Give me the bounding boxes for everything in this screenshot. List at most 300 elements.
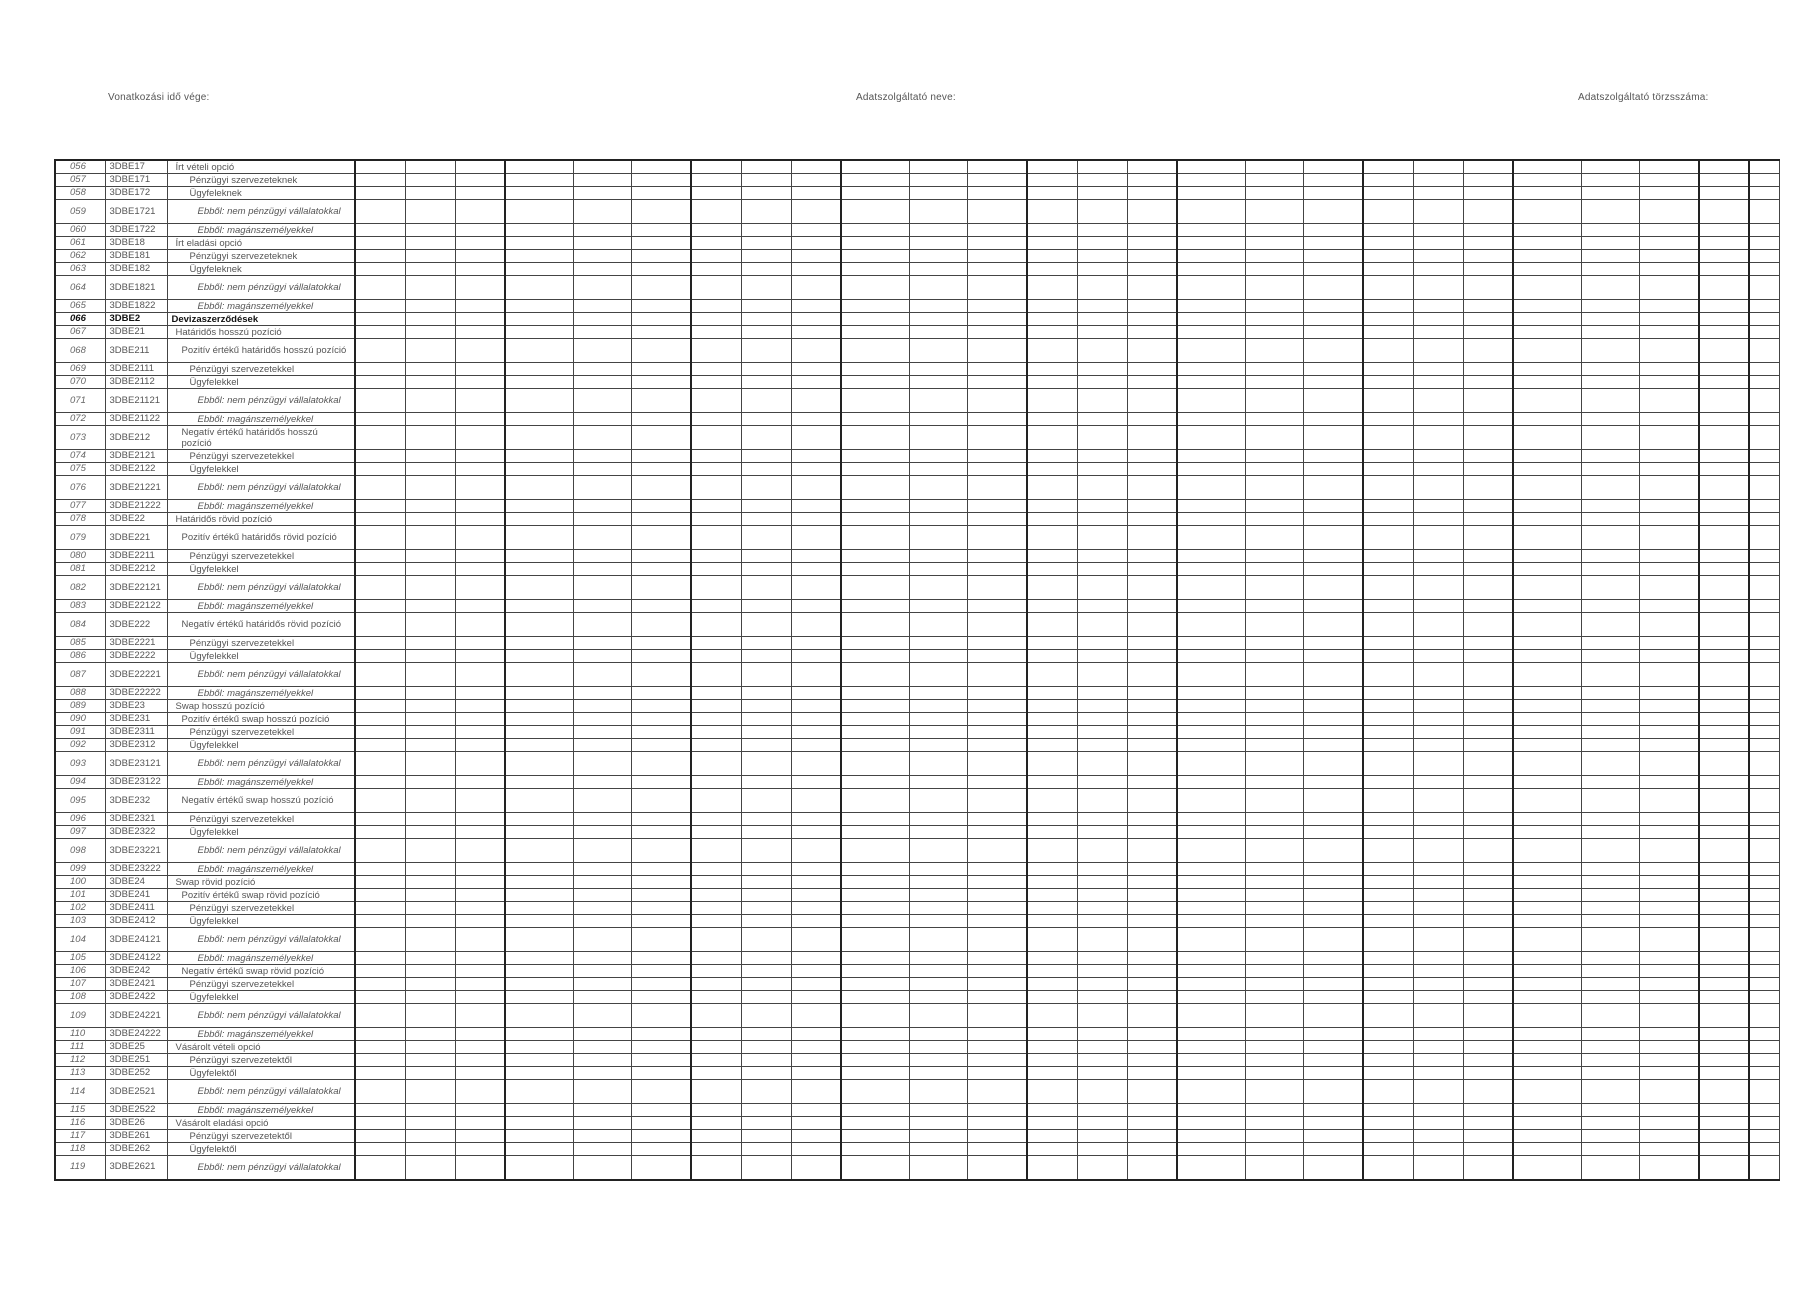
data-cell[interactable] [1245, 1080, 1303, 1104]
data-cell[interactable] [1177, 376, 1245, 389]
data-cell[interactable] [1245, 224, 1303, 237]
data-cell[interactable] [355, 576, 405, 600]
data-cell[interactable] [741, 1054, 791, 1067]
data-cell[interactable] [791, 300, 841, 313]
data-cell[interactable] [909, 637, 967, 650]
data-cell[interactable] [1413, 389, 1463, 413]
data-cell[interactable] [1363, 563, 1413, 576]
data-cell[interactable] [1463, 965, 1513, 978]
data-cell[interactable] [741, 476, 791, 500]
data-cell[interactable] [1513, 776, 1581, 789]
data-cell[interactable] [791, 450, 841, 463]
data-cell[interactable] [355, 839, 405, 863]
data-cell[interactable] [1127, 1067, 1177, 1080]
data-cell[interactable] [1077, 863, 1127, 876]
data-cell[interactable] [741, 200, 791, 224]
data-cell[interactable] [1413, 1117, 1463, 1130]
data-cell[interactable] [631, 889, 691, 902]
data-cell[interactable] [1749, 576, 1779, 600]
data-cell[interactable] [405, 739, 455, 752]
data-cell[interactable] [1749, 389, 1779, 413]
data-cell[interactable] [1177, 426, 1245, 450]
data-cell[interactable] [1513, 300, 1581, 313]
data-cell[interactable] [405, 752, 455, 776]
data-cell[interactable] [791, 991, 841, 1004]
data-cell[interactable] [1699, 463, 1749, 476]
data-cell[interactable] [405, 663, 455, 687]
data-cell[interactable] [967, 160, 1027, 174]
data-cell[interactable] [1303, 237, 1363, 250]
data-cell[interactable] [1027, 224, 1077, 237]
data-cell[interactable] [355, 752, 405, 776]
data-cell[interactable] [1177, 978, 1245, 991]
data-cell[interactable] [1077, 1004, 1127, 1028]
data-cell[interactable] [631, 700, 691, 713]
data-cell[interactable] [741, 576, 791, 600]
data-cell[interactable] [1749, 978, 1779, 991]
data-cell[interactable] [455, 563, 505, 576]
data-cell[interactable] [631, 426, 691, 450]
data-cell[interactable] [691, 376, 741, 389]
data-cell[interactable] [1699, 726, 1749, 739]
data-cell[interactable] [1177, 1028, 1245, 1041]
data-cell[interactable] [1749, 991, 1779, 1004]
data-cell[interactable] [1363, 413, 1413, 426]
data-cell[interactable] [455, 1156, 505, 1180]
data-cell[interactable] [1581, 263, 1639, 276]
data-cell[interactable] [691, 1117, 741, 1130]
data-cell[interactable] [1463, 789, 1513, 813]
data-cell[interactable] [967, 174, 1027, 187]
data-cell[interactable] [1513, 991, 1581, 1004]
data-cell[interactable] [1303, 813, 1363, 826]
data-cell[interactable] [1127, 363, 1177, 376]
data-cell[interactable] [1581, 339, 1639, 363]
data-cell[interactable] [1127, 513, 1177, 526]
data-cell[interactable] [1303, 1028, 1363, 1041]
data-cell[interactable] [573, 187, 631, 200]
data-cell[interactable] [1303, 463, 1363, 476]
data-cell[interactable] [1513, 889, 1581, 902]
data-cell[interactable] [1027, 276, 1077, 300]
data-cell[interactable] [355, 928, 405, 952]
data-cell[interactable] [1699, 952, 1749, 965]
data-cell[interactable] [405, 915, 455, 928]
data-cell[interactable] [1027, 600, 1077, 613]
data-cell[interactable] [909, 613, 967, 637]
data-cell[interactable] [1463, 450, 1513, 463]
data-cell[interactable] [967, 237, 1027, 250]
data-cell[interactable] [1077, 513, 1127, 526]
data-cell[interactable] [1177, 300, 1245, 313]
data-cell[interactable] [1127, 1143, 1177, 1156]
data-cell[interactable] [1177, 687, 1245, 700]
data-cell[interactable] [1127, 713, 1177, 726]
data-cell[interactable] [791, 174, 841, 187]
data-cell[interactable] [691, 613, 741, 637]
data-cell[interactable] [841, 876, 909, 889]
data-cell[interactable] [791, 426, 841, 450]
data-cell[interactable] [355, 813, 405, 826]
data-cell[interactable] [505, 237, 573, 250]
data-cell[interactable] [1699, 978, 1749, 991]
data-cell[interactable] [573, 965, 631, 978]
data-cell[interactable] [1749, 726, 1779, 739]
data-cell[interactable] [1245, 663, 1303, 687]
data-cell[interactable] [505, 650, 573, 663]
data-cell[interactable] [909, 1054, 967, 1067]
data-cell[interactable] [909, 376, 967, 389]
data-cell[interactable] [1027, 915, 1077, 928]
data-cell[interactable] [1413, 1054, 1463, 1067]
data-cell[interactable] [691, 224, 741, 237]
data-cell[interactable] [631, 563, 691, 576]
data-cell[interactable] [1513, 978, 1581, 991]
data-cell[interactable] [1177, 187, 1245, 200]
data-cell[interactable] [455, 187, 505, 200]
data-cell[interactable] [691, 978, 741, 991]
data-cell[interactable] [967, 463, 1027, 476]
data-cell[interactable] [405, 237, 455, 250]
data-cell[interactable] [741, 826, 791, 839]
data-cell[interactable] [1749, 526, 1779, 550]
data-cell[interactable] [967, 1117, 1027, 1130]
data-cell[interactable] [1363, 426, 1413, 450]
data-cell[interactable] [1245, 965, 1303, 978]
data-cell[interactable] [791, 313, 841, 326]
data-cell[interactable] [1513, 476, 1581, 500]
data-cell[interactable] [355, 250, 405, 263]
data-cell[interactable] [1581, 739, 1639, 752]
data-cell[interactable] [1413, 863, 1463, 876]
data-cell[interactable] [791, 650, 841, 663]
data-cell[interactable] [573, 426, 631, 450]
data-cell[interactable] [1463, 200, 1513, 224]
data-cell[interactable] [631, 389, 691, 413]
data-cell[interactable] [1127, 300, 1177, 313]
data-cell[interactable] [841, 1041, 909, 1054]
data-cell[interactable] [1027, 160, 1077, 174]
data-cell[interactable] [1127, 978, 1177, 991]
data-cell[interactable] [1413, 463, 1463, 476]
data-cell[interactable] [573, 476, 631, 500]
data-cell[interactable] [1699, 902, 1749, 915]
data-cell[interactable] [909, 876, 967, 889]
data-cell[interactable] [967, 663, 1027, 687]
data-cell[interactable] [1699, 376, 1749, 389]
data-cell[interactable] [405, 1041, 455, 1054]
data-cell[interactable] [1077, 250, 1127, 263]
data-cell[interactable] [573, 902, 631, 915]
data-cell[interactable] [741, 363, 791, 376]
data-cell[interactable] [1027, 339, 1077, 363]
data-cell[interactable] [691, 276, 741, 300]
data-cell[interactable] [1581, 174, 1639, 187]
data-cell[interactable] [1177, 952, 1245, 965]
data-cell[interactable] [1077, 263, 1127, 276]
data-cell[interactable] [405, 550, 455, 563]
data-cell[interactable] [691, 1080, 741, 1104]
data-cell[interactable] [355, 339, 405, 363]
data-cell[interactable] [1177, 776, 1245, 789]
data-cell[interactable] [405, 200, 455, 224]
data-cell[interactable] [1177, 1067, 1245, 1080]
data-cell[interactable] [1749, 250, 1779, 263]
data-cell[interactable] [1413, 313, 1463, 326]
data-cell[interactable] [1245, 752, 1303, 776]
data-cell[interactable] [841, 389, 909, 413]
data-cell[interactable] [1413, 813, 1463, 826]
data-cell[interactable] [455, 426, 505, 450]
data-cell[interactable] [631, 839, 691, 863]
data-cell[interactable] [1639, 876, 1699, 889]
data-cell[interactable] [405, 413, 455, 426]
data-cell[interactable] [355, 200, 405, 224]
data-cell[interactable] [1749, 426, 1779, 450]
data-cell[interactable] [1463, 1104, 1513, 1117]
data-cell[interactable] [505, 863, 573, 876]
data-cell[interactable] [909, 650, 967, 663]
data-cell[interactable] [1699, 713, 1749, 726]
data-cell[interactable] [631, 991, 691, 1004]
data-cell[interactable] [1245, 500, 1303, 513]
data-cell[interactable] [909, 928, 967, 952]
data-cell[interactable] [1749, 160, 1779, 174]
data-cell[interactable] [741, 700, 791, 713]
data-cell[interactable] [455, 550, 505, 563]
data-cell[interactable] [841, 300, 909, 313]
data-cell[interactable] [791, 1156, 841, 1180]
data-cell[interactable] [631, 663, 691, 687]
data-cell[interactable] [1463, 600, 1513, 613]
data-cell[interactable] [405, 160, 455, 174]
data-cell[interactable] [1699, 915, 1749, 928]
data-cell[interactable] [1581, 1080, 1639, 1104]
data-cell[interactable] [505, 600, 573, 613]
data-cell[interactable] [967, 1104, 1027, 1117]
data-cell[interactable] [1245, 839, 1303, 863]
data-cell[interactable] [405, 224, 455, 237]
data-cell[interactable] [1413, 889, 1463, 902]
data-cell[interactable] [1245, 526, 1303, 550]
data-cell[interactable] [405, 1156, 455, 1180]
data-cell[interactable] [967, 776, 1027, 789]
data-cell[interactable] [1027, 250, 1077, 263]
data-cell[interactable] [909, 600, 967, 613]
data-cell[interactable] [455, 389, 505, 413]
data-cell[interactable] [909, 1143, 967, 1156]
data-cell[interactable] [841, 813, 909, 826]
data-cell[interactable] [691, 363, 741, 376]
data-cell[interactable] [405, 928, 455, 952]
data-cell[interactable] [967, 889, 1027, 902]
data-cell[interactable] [791, 663, 841, 687]
data-cell[interactable] [1463, 550, 1513, 563]
data-cell[interactable] [741, 224, 791, 237]
data-cell[interactable] [1581, 915, 1639, 928]
data-cell[interactable] [1513, 237, 1581, 250]
data-cell[interactable] [841, 1080, 909, 1104]
data-cell[interactable] [1463, 1054, 1513, 1067]
data-cell[interactable] [841, 363, 909, 376]
data-cell[interactable] [1127, 687, 1177, 700]
data-cell[interactable] [1463, 463, 1513, 476]
data-cell[interactable] [455, 1117, 505, 1130]
data-cell[interactable] [967, 965, 1027, 978]
data-cell[interactable] [741, 1041, 791, 1054]
data-cell[interactable] [1639, 826, 1699, 839]
data-cell[interactable] [1749, 513, 1779, 526]
data-cell[interactable] [505, 928, 573, 952]
data-cell[interactable] [1363, 1004, 1413, 1028]
data-cell[interactable] [1513, 700, 1581, 713]
data-cell[interactable] [355, 713, 405, 726]
data-cell[interactable] [1303, 889, 1363, 902]
data-cell[interactable] [1077, 789, 1127, 813]
data-cell[interactable] [841, 276, 909, 300]
data-cell[interactable] [573, 463, 631, 476]
data-cell[interactable] [741, 839, 791, 863]
data-cell[interactable] [1581, 250, 1639, 263]
data-cell[interactable] [909, 978, 967, 991]
data-cell[interactable] [631, 1028, 691, 1041]
data-cell[interactable] [1127, 915, 1177, 928]
data-cell[interactable] [1513, 500, 1581, 513]
data-cell[interactable] [1699, 776, 1749, 789]
data-cell[interactable] [405, 826, 455, 839]
data-cell[interactable] [1581, 526, 1639, 550]
data-cell[interactable] [1127, 500, 1177, 513]
data-cell[interactable] [1413, 563, 1463, 576]
data-cell[interactable] [1749, 363, 1779, 376]
data-cell[interactable] [1749, 450, 1779, 463]
data-cell[interactable] [355, 174, 405, 187]
data-cell[interactable] [791, 637, 841, 650]
data-cell[interactable] [1413, 250, 1463, 263]
data-cell[interactable] [1363, 237, 1413, 250]
data-cell[interactable] [909, 1041, 967, 1054]
data-cell[interactable] [405, 526, 455, 550]
data-cell[interactable] [791, 563, 841, 576]
data-cell[interactable] [1245, 1156, 1303, 1180]
data-cell[interactable] [1639, 952, 1699, 965]
data-cell[interactable] [505, 276, 573, 300]
data-cell[interactable] [505, 1004, 573, 1028]
data-cell[interactable] [1127, 450, 1177, 463]
data-cell[interactable] [505, 1080, 573, 1104]
data-cell[interactable] [1639, 1156, 1699, 1180]
data-cell[interactable] [967, 839, 1027, 863]
data-cell[interactable] [967, 863, 1027, 876]
data-cell[interactable] [1581, 726, 1639, 739]
data-cell[interactable] [1699, 526, 1749, 550]
data-cell[interactable] [573, 863, 631, 876]
data-cell[interactable] [967, 187, 1027, 200]
data-cell[interactable] [405, 187, 455, 200]
data-cell[interactable] [405, 991, 455, 1004]
data-cell[interactable] [691, 876, 741, 889]
data-cell[interactable] [1177, 263, 1245, 276]
data-cell[interactable] [909, 526, 967, 550]
data-cell[interactable] [967, 250, 1027, 263]
data-cell[interactable] [909, 237, 967, 250]
data-cell[interactable] [1303, 200, 1363, 224]
data-cell[interactable] [1027, 637, 1077, 650]
data-cell[interactable] [1749, 863, 1779, 876]
data-cell[interactable] [1027, 237, 1077, 250]
data-cell[interactable] [1363, 576, 1413, 600]
data-cell[interactable] [741, 663, 791, 687]
data-cell[interactable] [1027, 813, 1077, 826]
data-cell[interactable] [841, 839, 909, 863]
data-cell[interactable] [909, 389, 967, 413]
data-cell[interactable] [1463, 389, 1513, 413]
data-cell[interactable] [1749, 613, 1779, 637]
data-cell[interactable] [967, 476, 1027, 500]
data-cell[interactable] [505, 889, 573, 902]
data-cell[interactable] [1127, 250, 1177, 263]
data-cell[interactable] [1303, 363, 1363, 376]
data-cell[interactable] [1127, 613, 1177, 637]
data-cell[interactable] [909, 200, 967, 224]
data-cell[interactable] [1027, 876, 1077, 889]
data-cell[interactable] [355, 1067, 405, 1080]
data-cell[interactable] [455, 663, 505, 687]
data-cell[interactable] [909, 776, 967, 789]
data-cell[interactable] [791, 413, 841, 426]
data-cell[interactable] [841, 991, 909, 1004]
data-cell[interactable] [1413, 1067, 1463, 1080]
data-cell[interactable] [505, 700, 573, 713]
data-cell[interactable] [791, 1143, 841, 1156]
data-cell[interactable] [455, 613, 505, 637]
data-cell[interactable] [1127, 413, 1177, 426]
data-cell[interactable] [405, 476, 455, 500]
data-cell[interactable] [631, 463, 691, 476]
data-cell[interactable] [1177, 1117, 1245, 1130]
data-cell[interactable] [505, 826, 573, 839]
data-cell[interactable] [573, 789, 631, 813]
data-cell[interactable] [455, 637, 505, 650]
data-cell[interactable] [1581, 1156, 1639, 1180]
data-cell[interactable] [1363, 978, 1413, 991]
data-cell[interactable] [1463, 476, 1513, 500]
data-cell[interactable] [1363, 263, 1413, 276]
data-cell[interactable] [1581, 389, 1639, 413]
data-cell[interactable] [967, 300, 1027, 313]
data-cell[interactable] [1245, 263, 1303, 276]
data-cell[interactable] [909, 224, 967, 237]
data-cell[interactable] [1749, 889, 1779, 902]
data-cell[interactable] [1177, 576, 1245, 600]
data-cell[interactable] [1077, 1104, 1127, 1117]
data-cell[interactable] [505, 526, 573, 550]
data-cell[interactable] [355, 276, 405, 300]
data-cell[interactable] [1513, 915, 1581, 928]
data-cell[interactable] [355, 550, 405, 563]
data-cell[interactable] [1581, 776, 1639, 789]
data-cell[interactable] [967, 613, 1027, 637]
data-cell[interactable] [505, 1117, 573, 1130]
data-cell[interactable] [1639, 550, 1699, 563]
data-cell[interactable] [691, 476, 741, 500]
data-cell[interactable] [691, 752, 741, 776]
data-cell[interactable] [405, 965, 455, 978]
data-cell[interactable] [741, 713, 791, 726]
data-cell[interactable] [791, 752, 841, 776]
data-cell[interactable] [909, 965, 967, 978]
data-cell[interactable] [691, 263, 741, 276]
